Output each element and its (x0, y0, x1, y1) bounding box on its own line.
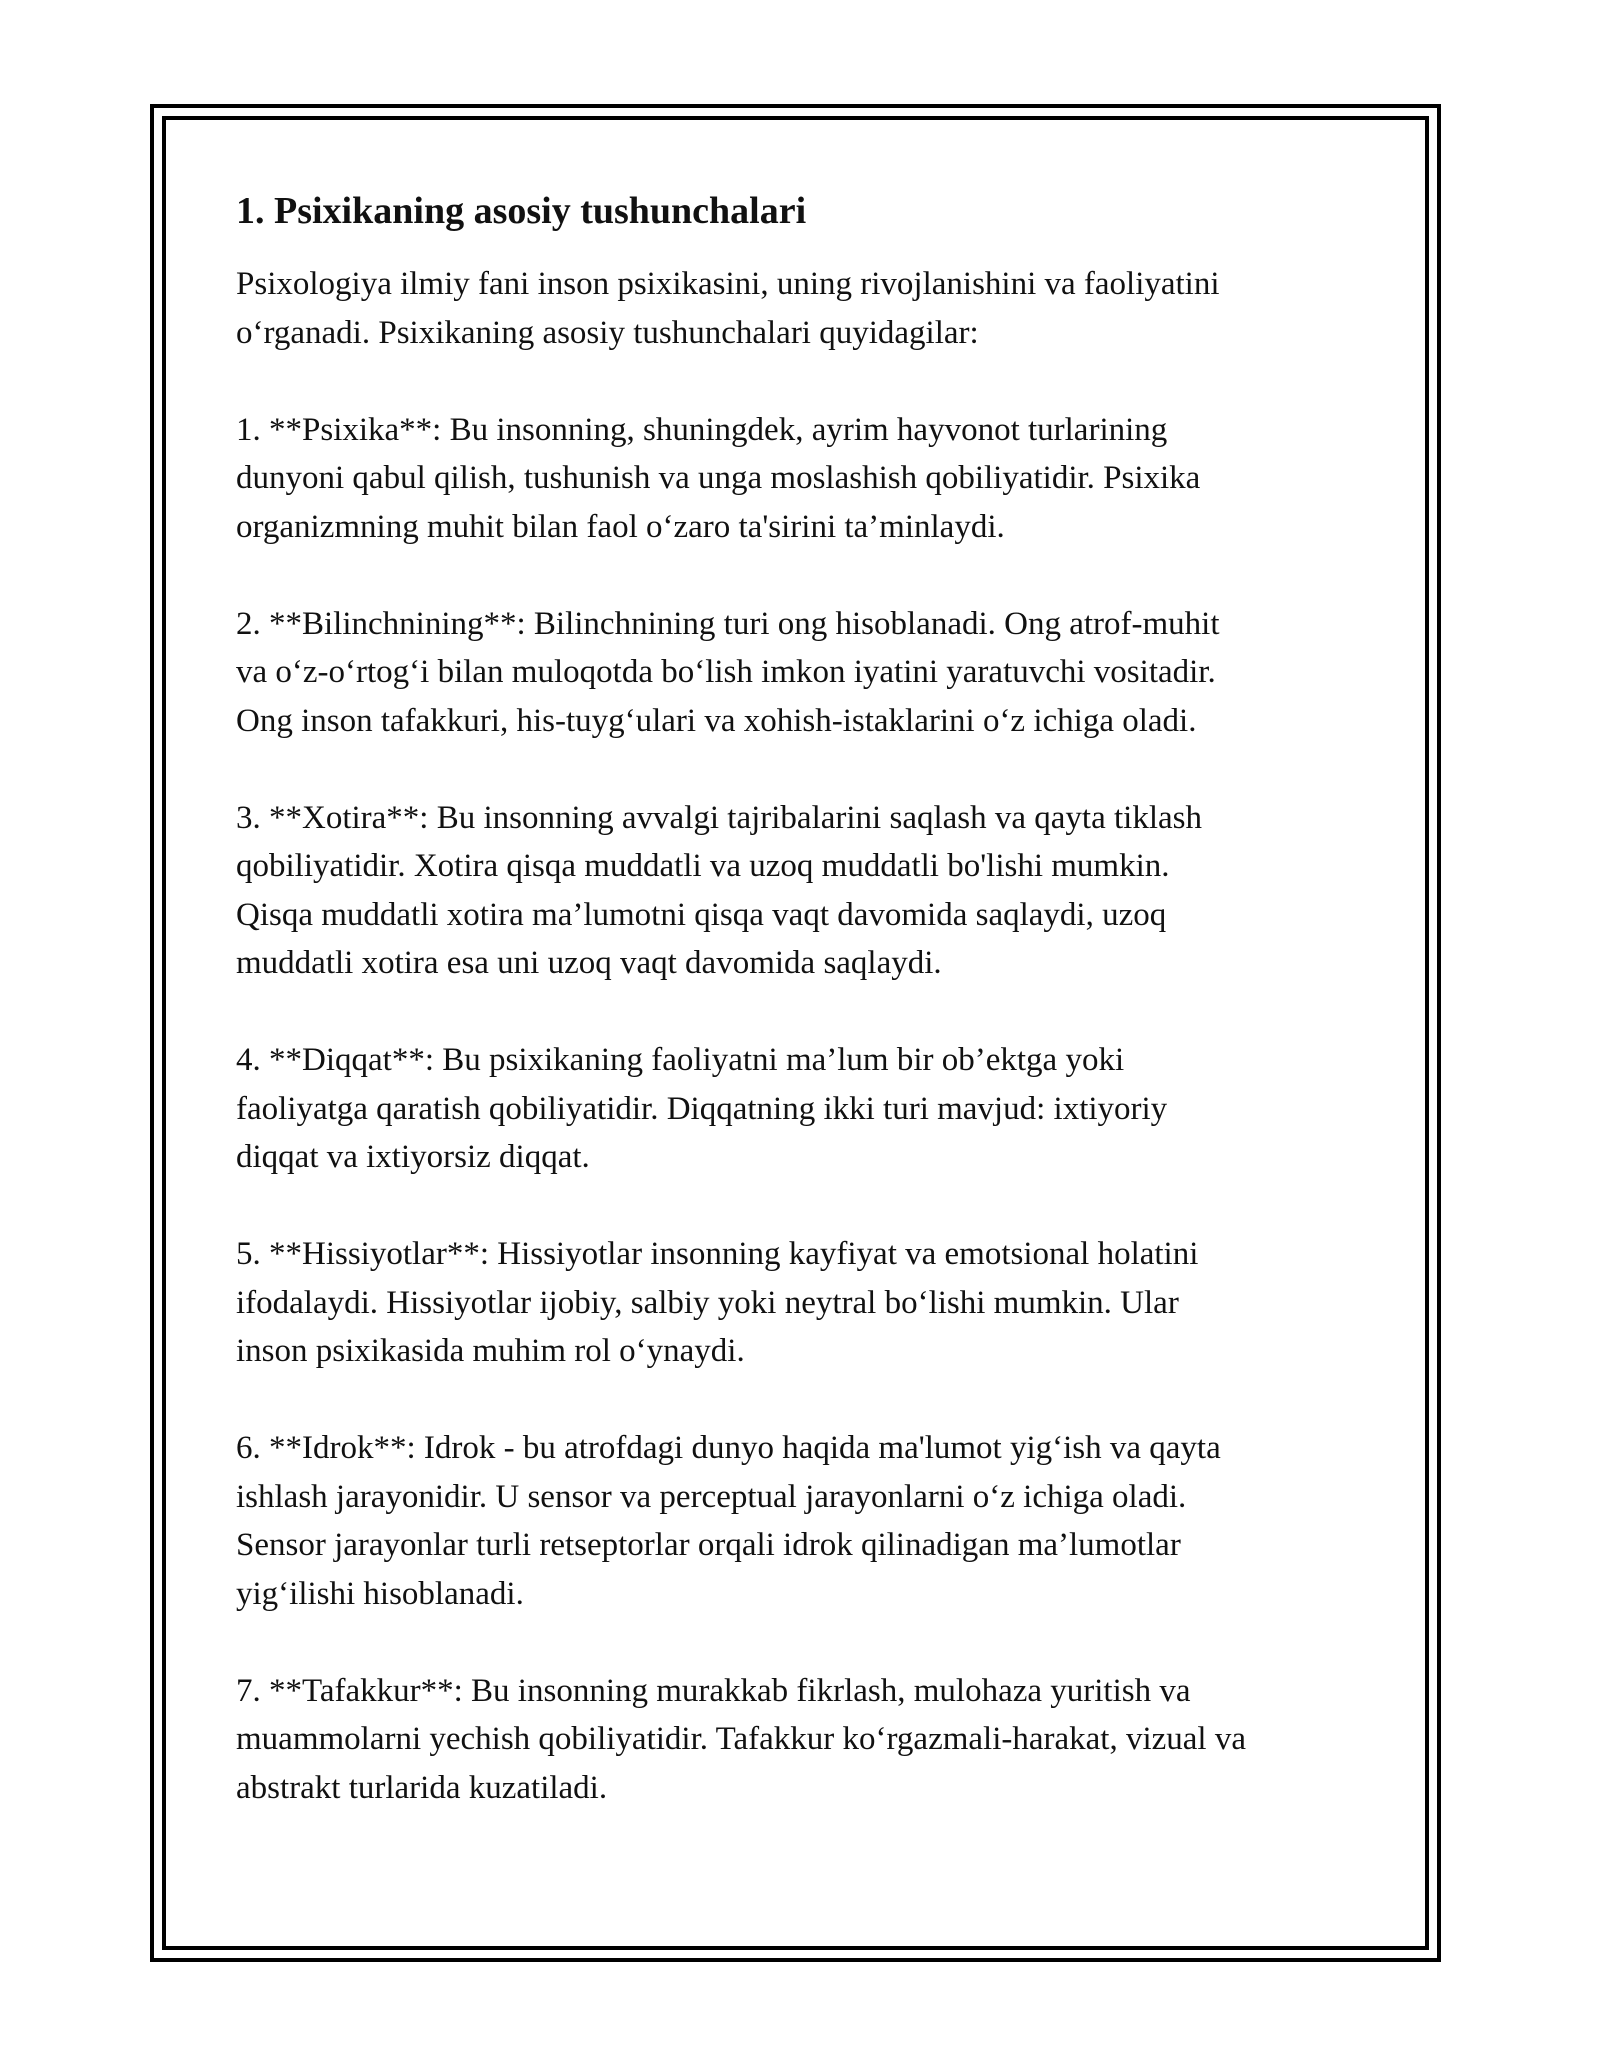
text-line: dunyoni qabul qilish, tushunish va unga moslashish qobiliyatidir. Psixika (236, 460, 1201, 496)
paragraph-bilinchnining (236, 600, 1386, 746)
text-line: inson psixikasida muhim rol o‘ynaydi. (236, 1333, 745, 1369)
text-line: va o‘z-o‘rtog‘i bilan muloqotda bo‘lish imkon iyatini yaratuvchi vositadir. (236, 654, 1216, 690)
text-line: 7. **Tafakkur**: Bu insonning murakkab fikrlash, mulohaza yuritish va (236, 1672, 1191, 1709)
paragraph-hissiyotlar (236, 1230, 1386, 1376)
text-line: 5. **Hissiyotlar**: Hissiyotlar insonning kayfiyat va emotsional holatini (236, 1236, 1199, 1272)
text-line: 4. **Diqqat**: Bu psixikaning faoliyatni ma’lum bir ob’ektga yoki (236, 1042, 1125, 1078)
text-line: Ong inson tafakkuri, his-tuyg‘ulari va xohish-istaklarini o‘z ichiga oladi. (236, 702, 1197, 739)
text-line: 1. **Psixika**: Bu insonning, shuningdek, ayrim hayvonot turlarining (236, 411, 1168, 448)
text-line: Psixologiya ilmiy fani inson psixikasini, uning rivojlanishini va faoliyatini (236, 266, 1220, 302)
paragraph-idrok (236, 1424, 1386, 1618)
text-line: 2. **Bilinchnining**: Bilinchnining turi ong hisoblanadi. Ong atrof-muhit (236, 605, 1220, 642)
document-body (236, 186, 1386, 1861)
document-title: 1. Psixikaning asosiy tushunchalari (236, 190, 807, 232)
text-line: 3. **Xotira**: Bu insonning avvalgi tajribalarini saqlash va qayta tiklash (236, 799, 1202, 836)
text-line: muammolarni yechish qobiliyatidir. Tafakkur ko‘rgazmali-harakat, vizual va (236, 1721, 1246, 1757)
text-line: muddatli xotira esa uni uzoq vaqt davomida saqlaydi. (236, 945, 942, 981)
text-line: Sensor jarayonlar turli retseptorlar orqali idrok qilinadigan ma’lumotlar (236, 1527, 1181, 1563)
text-line: abstrakt turlarida kuzatiladi. (236, 1769, 608, 1806)
text-line: qobiliyatidir. Xotira qisqa muddatli va uzoq muddatli bo'lishi mumkin. (236, 848, 1170, 884)
paragraph-psixika (236, 406, 1386, 552)
text-line: ishlash jarayonidir. U sensor va perceptual jarayonlarni o‘z ichiga oladi. (236, 1478, 1187, 1515)
paragraph-diqqat (236, 1036, 1386, 1182)
text-line: 6. **Idrok**: Idrok - bu atrofdagi dunyo haqida ma'lumot yig‘ish va qayta (236, 1430, 1221, 1466)
text-line: Qisqa muddatli xotira ma’lumotni qisqa vaqt davomida saqlaydi, uzoq (236, 896, 1167, 933)
text-line: organizmning muhit bilan faol o‘zaro ta'sirini ta’minlaydi. (236, 508, 1005, 545)
paragraph-intro (236, 260, 1386, 357)
text-line: ifodalaydi. Hissiyotlar ijobiy, salbiy yoki neytral bo‘lishi mumkin. Ular (236, 1284, 1179, 1321)
text-line: faoliyatga qaratish qobiliyatidir. Diqqatning ikki turi mavjud: ixtiyoriy (236, 1090, 1168, 1127)
text-line: yig‘ilishi hisoblanadi. (236, 1575, 524, 1612)
text-line: o‘rganadi. Psixikaning asosiy tushunchalari quyidagilar: (236, 314, 979, 351)
paragraph-xotira (236, 794, 1386, 988)
text-line: diqqat va ixtiyorsiz diqqat. (236, 1139, 590, 1175)
paragraph-tafakkur (236, 1667, 1386, 1813)
